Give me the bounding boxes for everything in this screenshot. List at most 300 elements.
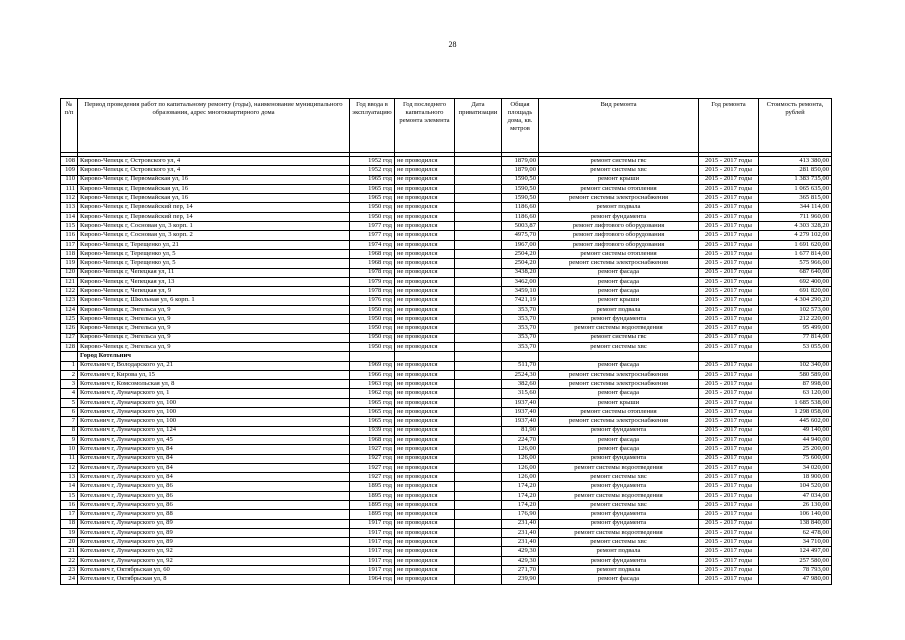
- cell-address: Кирово-Чепецк г, Островского ул, 4: [78, 166, 350, 175]
- cell-repair-type: ремонт крыши: [539, 175, 699, 184]
- cell-address: Котельнич г, Луначарского ул, 92: [78, 547, 350, 556]
- cell-num: 114: [61, 212, 78, 221]
- cell-address: Кирово-Чепецк г, Школьная ул, 6 корп. 1: [78, 296, 350, 305]
- cell-repair-type: ремонт фасада: [539, 445, 699, 454]
- cell-area: 1186,60: [502, 203, 539, 212]
- cell-num: 11: [61, 454, 78, 463]
- cell-num: 121: [61, 277, 78, 286]
- cell-repair-year: 2015 - 2017 годы: [699, 370, 759, 379]
- cell-address: Котельнич г, Луначарского ул, 84: [78, 445, 350, 454]
- header-privatization: Дата приватизации: [455, 99, 502, 153]
- cell-repair-year: 2015 - 2017 годы: [699, 575, 759, 584]
- cell-area: 353,70: [502, 315, 539, 324]
- table-row: [61, 408, 832, 417]
- cell-num: 23: [61, 566, 78, 575]
- cell-cost: 77 814,00: [759, 333, 832, 342]
- cell-address: Кирово-Чепецк г, Энгельса ул, 9: [78, 333, 350, 342]
- cell-repair-type: ремонт фасада: [539, 361, 699, 370]
- cell-cost: 413 380,00: [759, 157, 832, 166]
- cell-cost: 47 980,00: [759, 575, 832, 584]
- cell-privatization: [455, 194, 502, 203]
- cell-year-built: 1976 год: [350, 296, 395, 305]
- cell-address: Кирово-Чепецк г, Первомайская ул, 16: [78, 175, 350, 184]
- header-year-built: Год ввода в эксплуатацию: [350, 99, 395, 153]
- cell-address: Котельнич г, Луначарского ул, 1: [78, 389, 350, 398]
- cell-repair-type: ремонт системы электроснабжения: [539, 259, 699, 268]
- cell-repair-year: 2015 - 2017 годы: [699, 342, 759, 351]
- cell-privatization: [455, 268, 502, 277]
- cell-area: 7421,19: [502, 296, 539, 305]
- cell-num: 13: [61, 473, 78, 482]
- cell-privatization: [455, 463, 502, 472]
- cell-num: 113: [61, 203, 78, 212]
- cell-address: Котельнич г, Луначарского ул, 84: [78, 463, 350, 472]
- cell-repair-type: ремонт фасада: [539, 277, 699, 286]
- cell-repair-year: 2015 - 2017 годы: [699, 277, 759, 286]
- cell-address: Кирово-Чепецк г, Энгельса ул, 9: [78, 315, 350, 324]
- cell-last-repair: не проводился: [395, 491, 455, 500]
- table-row: [61, 240, 832, 249]
- cell-repair-type: ремонт системы электроснабжения: [539, 380, 699, 389]
- cell-year-built: 1895 год: [350, 510, 395, 519]
- cell-privatization: [455, 184, 502, 193]
- cell-last-repair: не проводился: [395, 370, 455, 379]
- cell-area: 1937,40: [502, 408, 539, 417]
- cell-repair-type: ремонт фасада: [539, 575, 699, 584]
- cell-repair-year: 2015 - 2017 годы: [699, 380, 759, 389]
- cell-repair-type: ремонт крыши: [539, 398, 699, 407]
- section-num-cell: [61, 352, 78, 361]
- cell-address: Котельнич г, Володарского ул, 21: [78, 361, 350, 370]
- cell-cost: 1 065 635,00: [759, 184, 832, 193]
- cell-last-repair: не проводился: [395, 519, 455, 528]
- repair-table: [60, 98, 832, 585]
- cell-year-built: 1966 год: [350, 370, 395, 379]
- cell-area: 353,70: [502, 324, 539, 333]
- cell-cost: 104 520,00: [759, 482, 832, 491]
- cell-privatization: [455, 575, 502, 584]
- cell-year-built: 1969 год: [350, 361, 395, 370]
- cell-num: 128: [61, 342, 78, 351]
- cell-year-built: 1927 год: [350, 463, 395, 472]
- section-empty-cell: [699, 352, 759, 361]
- table-row: [61, 324, 832, 333]
- cell-address: Котельнич г, Луначарского ул, 86: [78, 491, 350, 500]
- cell-area: 126,00: [502, 473, 539, 482]
- cell-area: 126,00: [502, 463, 539, 472]
- cell-num: 127: [61, 333, 78, 342]
- cell-area: 174,20: [502, 500, 539, 509]
- cell-repair-type: ремонт фундамента: [539, 556, 699, 565]
- cell-last-repair: не проводился: [395, 473, 455, 482]
- cell-repair-type: ремонт системы водоотведения: [539, 491, 699, 500]
- cell-privatization: [455, 296, 502, 305]
- cell-cost: 102 573,00: [759, 305, 832, 314]
- cell-repair-year: 2015 - 2017 годы: [699, 203, 759, 212]
- cell-repair-year: 2015 - 2017 годы: [699, 463, 759, 472]
- cell-cost: 87 998,00: [759, 380, 832, 389]
- cell-repair-year: 2015 - 2017 годы: [699, 184, 759, 193]
- cell-address: Котельнич г, Луначарского ул, 89: [78, 519, 350, 528]
- cell-num: 17: [61, 510, 78, 519]
- cell-repair-type: ремонт системы гвс: [539, 333, 699, 342]
- cell-repair-year: 2015 - 2017 годы: [699, 417, 759, 426]
- cell-num: 14: [61, 482, 78, 491]
- cell-year-built: 1950 год: [350, 324, 395, 333]
- cell-repair-type: ремонт крыши: [539, 296, 699, 305]
- cell-last-repair: не проводился: [395, 538, 455, 547]
- cell-last-repair: не проводился: [395, 380, 455, 389]
- cell-last-repair: не проводился: [395, 528, 455, 537]
- cell-num: 4: [61, 389, 78, 398]
- cell-cost: 53 055,00: [759, 342, 832, 351]
- cell-year-built: 1917 год: [350, 538, 395, 547]
- cell-area: 511,70: [502, 361, 539, 370]
- cell-privatization: [455, 231, 502, 240]
- cell-privatization: [455, 556, 502, 565]
- cell-last-repair: не проводился: [395, 305, 455, 314]
- cell-privatization: [455, 315, 502, 324]
- cell-last-repair: не проводился: [395, 389, 455, 398]
- table-row: [61, 398, 832, 407]
- table-row: [61, 277, 832, 286]
- cell-repair-type: ремонт системы электроснабжения: [539, 194, 699, 203]
- cell-repair-year: 2015 - 2017 годы: [699, 194, 759, 203]
- cell-year-built: 1978 год: [350, 287, 395, 296]
- cell-num: 19: [61, 528, 78, 537]
- table-row: [61, 361, 832, 370]
- cell-address: Котельнич г, Луначарского ул, 100: [78, 417, 350, 426]
- cell-repair-year: 2015 - 2017 годы: [699, 296, 759, 305]
- table-body: [61, 153, 832, 585]
- cell-area: 353,70: [502, 305, 539, 314]
- cell-num: 118: [61, 249, 78, 258]
- cell-address: Кирово-Чепецк г, Сосновая ул, 3 корп. 1: [78, 222, 350, 231]
- cell-cost: 692 400,00: [759, 277, 832, 286]
- cell-repair-year: 2015 - 2017 годы: [699, 240, 759, 249]
- table-row: [61, 380, 832, 389]
- cell-repair-year: 2015 - 2017 годы: [699, 333, 759, 342]
- table-row: [61, 454, 832, 463]
- cell-num: 112: [61, 194, 78, 203]
- cell-area: 1879,00: [502, 157, 539, 166]
- cell-address: Котельнич г, Луначарского ул, 45: [78, 435, 350, 444]
- cell-year-built: 1927 год: [350, 445, 395, 454]
- table-row: [61, 249, 832, 258]
- cell-cost: 1 677 814,00: [759, 249, 832, 258]
- cell-area: 239,90: [502, 575, 539, 584]
- cell-area: 1186,60: [502, 212, 539, 221]
- cell-privatization: [455, 157, 502, 166]
- cell-cost: 102 340,00: [759, 361, 832, 370]
- cell-cost: 257 580,00: [759, 556, 832, 565]
- cell-cost: 4 279 102,00: [759, 231, 832, 240]
- cell-cost: 1 691 620,00: [759, 240, 832, 249]
- cell-repair-type: ремонт лифтового оборудования: [539, 240, 699, 249]
- cell-last-repair: не проводился: [395, 287, 455, 296]
- cell-num: 7: [61, 417, 78, 426]
- cell-last-repair: не проводился: [395, 463, 455, 472]
- cell-num: 5: [61, 398, 78, 407]
- cell-year-built: 1977 год: [350, 231, 395, 240]
- cell-repair-year: 2015 - 2017 годы: [699, 166, 759, 175]
- cell-area: 231,40: [502, 528, 539, 537]
- cell-address: Кирово-Чепецк г, Сосновая ул, 3 корп. 2: [78, 231, 350, 240]
- cell-privatization: [455, 408, 502, 417]
- cell-privatization: [455, 445, 502, 454]
- cell-address: Котельнич г, Октябрьская ул, 8: [78, 575, 350, 584]
- table-row: [61, 417, 832, 426]
- cell-cost: 1 383 735,00: [759, 175, 832, 184]
- cell-year-built: 1917 год: [350, 528, 395, 537]
- cell-num: 119: [61, 259, 78, 268]
- cell-cost: 711 960,00: [759, 212, 832, 221]
- cell-repair-year: 2015 - 2017 годы: [699, 426, 759, 435]
- cell-cost: 344 114,00: [759, 203, 832, 212]
- cell-year-built: 1965 год: [350, 398, 395, 407]
- cell-repair-year: 2015 - 2017 годы: [699, 491, 759, 500]
- cell-privatization: [455, 324, 502, 333]
- cell-last-repair: не проводился: [395, 566, 455, 575]
- cell-year-built: 1927 год: [350, 454, 395, 463]
- cell-address: Котельнич г, Луначарского ул, 124: [78, 426, 350, 435]
- cell-last-repair: не проводился: [395, 166, 455, 175]
- cell-address: Кирово-Чепецк г, Первомайская ул, 16: [78, 184, 350, 193]
- cell-last-repair: не проводился: [395, 417, 455, 426]
- cell-repair-type: ремонт фундамента: [539, 212, 699, 221]
- cell-cost: 95 499,00: [759, 324, 832, 333]
- cell-privatization: [455, 473, 502, 482]
- cell-last-repair: не проводился: [395, 240, 455, 249]
- cell-num: 24: [61, 575, 78, 584]
- cell-cost: 75 600,00: [759, 454, 832, 463]
- cell-last-repair: не проводился: [395, 268, 455, 277]
- cell-last-repair: не проводился: [395, 426, 455, 435]
- cell-repair-type: ремонт подвала: [539, 203, 699, 212]
- cell-repair-year: 2015 - 2017 годы: [699, 259, 759, 268]
- cell-area: 353,70: [502, 333, 539, 342]
- cell-cost: 281 850,00: [759, 166, 832, 175]
- cell-area: 3438,20: [502, 268, 539, 277]
- cell-num: 20: [61, 538, 78, 547]
- cell-last-repair: не проводился: [395, 500, 455, 509]
- table-row: [61, 231, 832, 240]
- cell-address: Кирово-Чепецк г, Терещенко ул, 21: [78, 240, 350, 249]
- section-row: [61, 352, 832, 361]
- cell-cost: 691 820,00: [759, 287, 832, 296]
- cell-num: 117: [61, 240, 78, 249]
- cell-privatization: [455, 500, 502, 509]
- page-number: 28: [448, 40, 457, 49]
- table-row: [61, 370, 832, 379]
- cell-num: 15: [61, 491, 78, 500]
- cell-address: Кирово-Чепецк г, Энгельса ул, 9: [78, 305, 350, 314]
- cell-area: 174,20: [502, 482, 539, 491]
- cell-num: 10: [61, 445, 78, 454]
- table-header-row: [61, 99, 832, 153]
- cell-last-repair: не проводился: [395, 277, 455, 286]
- cell-repair-type: ремонт фундамента: [539, 454, 699, 463]
- header-cost: Стоимость ремонта, рублей: [759, 99, 832, 153]
- cell-num: 3: [61, 380, 78, 389]
- cell-last-repair: не проводился: [395, 435, 455, 444]
- cell-last-repair: не проводился: [395, 324, 455, 333]
- cell-address: Котельнич г, Луначарского ул, 92: [78, 556, 350, 565]
- cell-year-built: 1895 год: [350, 482, 395, 491]
- cell-year-built: 1950 год: [350, 342, 395, 351]
- cell-cost: 445 602,00: [759, 417, 832, 426]
- cell-num: 18: [61, 519, 78, 528]
- cell-area: 429,30: [502, 547, 539, 556]
- table-row: [61, 389, 832, 398]
- cell-cost: 18 900,00: [759, 473, 832, 482]
- cell-repair-year: 2015 - 2017 годы: [699, 222, 759, 231]
- cell-repair-year: 2015 - 2017 годы: [699, 482, 759, 491]
- cell-last-repair: не проводился: [395, 194, 455, 203]
- cell-privatization: [455, 454, 502, 463]
- cell-last-repair: не проводился: [395, 249, 455, 258]
- cell-address: Котельнич г, Октябрьская ул, 60: [78, 566, 350, 575]
- cell-repair-year: 2015 - 2017 годы: [699, 556, 759, 565]
- section-empty-cell: [539, 352, 699, 361]
- cell-repair-year: 2015 - 2017 годы: [699, 454, 759, 463]
- cell-repair-year: 2015 - 2017 годы: [699, 361, 759, 370]
- cell-year-built: 1917 год: [350, 556, 395, 565]
- cell-num: 9: [61, 435, 78, 444]
- cell-num: 122: [61, 287, 78, 296]
- cell-area: 1590,50: [502, 175, 539, 184]
- cell-address: Котельнич г, Луначарского ул, 84: [78, 473, 350, 482]
- cell-repair-year: 2015 - 2017 годы: [699, 305, 759, 314]
- cell-last-repair: не проводился: [395, 203, 455, 212]
- cell-repair-type: ремонт фундамента: [539, 482, 699, 491]
- cell-num: 111: [61, 184, 78, 193]
- cell-privatization: [455, 277, 502, 286]
- cell-last-repair: не проводился: [395, 184, 455, 193]
- cell-year-built: 1978 год: [350, 268, 395, 277]
- cell-year-built: 1977 год: [350, 222, 395, 231]
- cell-area: 3459,10: [502, 287, 539, 296]
- cell-repair-type: ремонт системы хвс: [539, 166, 699, 175]
- cell-privatization: [455, 287, 502, 296]
- cell-repair-type: ремонт фасада: [539, 435, 699, 444]
- table-row: [61, 510, 832, 519]
- cell-repair-type: ремонт фундамента: [539, 426, 699, 435]
- cell-repair-year: 2015 - 2017 годы: [699, 445, 759, 454]
- header-repair-year: Год ремонта: [699, 99, 759, 153]
- cell-repair-type: ремонт лифтового оборудования: [539, 231, 699, 240]
- cell-num: 6: [61, 408, 78, 417]
- cell-num: 124: [61, 305, 78, 314]
- cell-area: 231,40: [502, 519, 539, 528]
- cell-privatization: [455, 212, 502, 221]
- cell-last-repair: не проводился: [395, 212, 455, 221]
- cell-cost: 78 793,00: [759, 566, 832, 575]
- cell-last-repair: не проводился: [395, 231, 455, 240]
- cell-cost: 580 589,00: [759, 370, 832, 379]
- cell-year-built: 1963 год: [350, 380, 395, 389]
- cell-year-built: 1952 год: [350, 157, 395, 166]
- table-row: [61, 175, 832, 184]
- cell-area: 429,30: [502, 556, 539, 565]
- cell-repair-type: ремонт фундамента: [539, 519, 699, 528]
- cell-cost: 26 130,00: [759, 500, 832, 509]
- cell-num: 109: [61, 166, 78, 175]
- cell-cost: 44 940,00: [759, 435, 832, 444]
- cell-last-repair: не проводился: [395, 296, 455, 305]
- cell-repair-year: 2015 - 2017 годы: [699, 566, 759, 575]
- cell-repair-year: 2015 - 2017 годы: [699, 212, 759, 221]
- table-row: [61, 166, 832, 175]
- cell-last-repair: не проводился: [395, 575, 455, 584]
- cell-privatization: [455, 166, 502, 175]
- cell-area: 174,20: [502, 491, 539, 500]
- cell-address: Кирово-Чепецк г, Терещенко ул, 5: [78, 249, 350, 258]
- cell-repair-year: 2015 - 2017 годы: [699, 231, 759, 240]
- cell-area: 271,70: [502, 566, 539, 575]
- cell-address: Кирово-Чепецк г, Чепецкая ул, 11: [78, 268, 350, 277]
- cell-area: 1937,40: [502, 417, 539, 426]
- table-row: [61, 333, 832, 342]
- header-num: № п/п: [61, 99, 78, 153]
- section-empty-cell: [350, 352, 395, 361]
- cell-num: 21: [61, 547, 78, 556]
- cell-num: 116: [61, 231, 78, 240]
- cell-address: Котельнич г, Луначарского ул, 86: [78, 500, 350, 509]
- cell-cost: 687 640,00: [759, 268, 832, 277]
- cell-last-repair: не проводился: [395, 157, 455, 166]
- cell-num: 8: [61, 426, 78, 435]
- cell-last-repair: не проводился: [395, 556, 455, 565]
- cell-last-repair: не проводился: [395, 175, 455, 184]
- cell-privatization: [455, 528, 502, 537]
- cell-repair-type: ремонт системы водоотведения: [539, 463, 699, 472]
- cell-repair-type: ремонт системы хвс: [539, 342, 699, 351]
- cell-num: 16: [61, 500, 78, 509]
- cell-repair-year: 2015 - 2017 годы: [699, 510, 759, 519]
- cell-area: 5003,87: [502, 222, 539, 231]
- cell-repair-type: ремонт фундамента: [539, 315, 699, 324]
- cell-year-built: 1950 год: [350, 212, 395, 221]
- table-row: [61, 296, 832, 305]
- table-row: [61, 203, 832, 212]
- cell-year-built: 1895 год: [350, 500, 395, 509]
- cell-repair-year: 2015 - 2017 годы: [699, 538, 759, 547]
- cell-num: 123: [61, 296, 78, 305]
- cell-privatization: [455, 222, 502, 231]
- cell-privatization: [455, 249, 502, 258]
- cell-address: Кирово-Чепецк г, Энгельса ул, 9: [78, 342, 350, 351]
- table-row: [61, 575, 832, 584]
- cell-repair-type: ремонт лифтового оборудования: [539, 222, 699, 231]
- cell-privatization: [455, 240, 502, 249]
- cell-last-repair: не проводился: [395, 398, 455, 407]
- cell-repair-type: ремонт системы водоотведения: [539, 324, 699, 333]
- cell-year-built: 1895 год: [350, 491, 395, 500]
- cell-cost: 49 140,00: [759, 426, 832, 435]
- cell-repair-year: 2015 - 2017 годы: [699, 528, 759, 537]
- cell-address: Кирово-Чепецк г, Чепецкая ул, 9: [78, 287, 350, 296]
- cell-year-built: 1917 год: [350, 547, 395, 556]
- cell-cost: 106 140,00: [759, 510, 832, 519]
- cell-privatization: [455, 519, 502, 528]
- cell-num: 2: [61, 370, 78, 379]
- cell-area: 2524,30: [502, 370, 539, 379]
- table-row: [61, 435, 832, 444]
- cell-privatization: [455, 380, 502, 389]
- cell-area: 353,70: [502, 342, 539, 351]
- cell-year-built: 1917 год: [350, 519, 395, 528]
